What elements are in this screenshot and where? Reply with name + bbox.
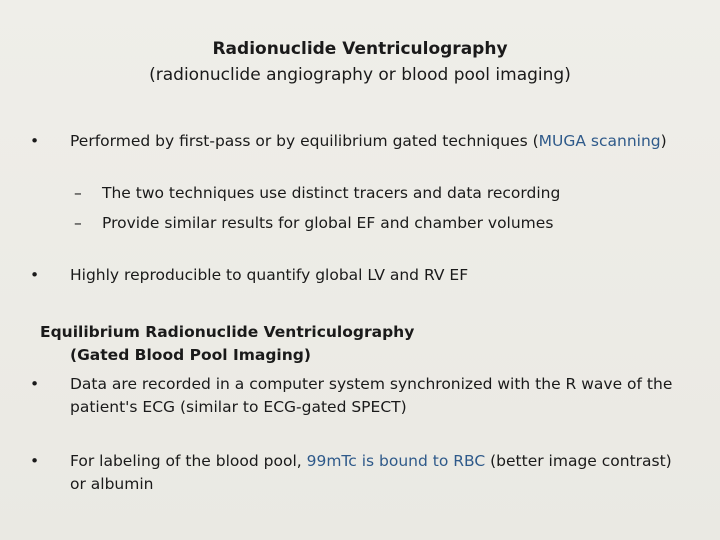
bullet-text: Data are recorded in a computer system synchronized with the R wave of the patient's ECG (similar to ECG-gated SPECT) bbox=[70, 375, 673, 416]
bullet-text: Highly reproducible to quantify global LV and RV EF bbox=[70, 266, 469, 284]
bullet-marker: • bbox=[30, 375, 40, 393]
bullet-text-part: (better image contrast) or albumin bbox=[70, 452, 672, 493]
bullet-item-data-recorded bbox=[30, 373, 680, 419]
bullet-marker: • bbox=[30, 452, 40, 470]
bullet-marker: • bbox=[30, 266, 40, 284]
section-heading: Equilibrium Radionuclide Ventriculography bbox=[40, 323, 415, 341]
sub-bullet-text: The two techniques use distinct tracers and data recording bbox=[102, 184, 561, 202]
bullet-highlight-muga: MUGA scanning bbox=[538, 132, 661, 150]
sub-bullet-marker: – bbox=[74, 184, 82, 202]
title-block bbox=[0, 36, 720, 88]
bullet-text bbox=[30, 130, 680, 153]
bullet-item-labeling bbox=[30, 450, 680, 496]
bullet-item-first-pass bbox=[30, 130, 680, 153]
bullet-text bbox=[30, 450, 680, 496]
sub-bullet-marker: – bbox=[74, 214, 82, 232]
bullet-highlight-99mtc: 99mTc is bound to RBC bbox=[306, 452, 486, 470]
bullet-marker: • bbox=[30, 132, 40, 150]
sub-bullet-text: Provide similar results for global EF and chamber volumes bbox=[102, 214, 554, 232]
bullet-text-part: For labeling of the blood pool, bbox=[70, 452, 307, 470]
bullet-text-part: Performed by first-pass or by equilibrium gated techniques ( bbox=[70, 132, 539, 150]
sub-bullet-tracers bbox=[74, 182, 694, 205]
bullet-text-part: ) bbox=[660, 132, 667, 150]
slide-subtitle: (radionuclide angiography or blood pool imaging) bbox=[149, 65, 571, 85]
sub-bullet-similar-results bbox=[74, 212, 694, 235]
slide-title: Radionuclide Ventriculography bbox=[212, 39, 508, 59]
section-subheading: (Gated Blood Pool Imaging) bbox=[70, 346, 311, 364]
bullet-item-reproducible bbox=[30, 264, 680, 287]
